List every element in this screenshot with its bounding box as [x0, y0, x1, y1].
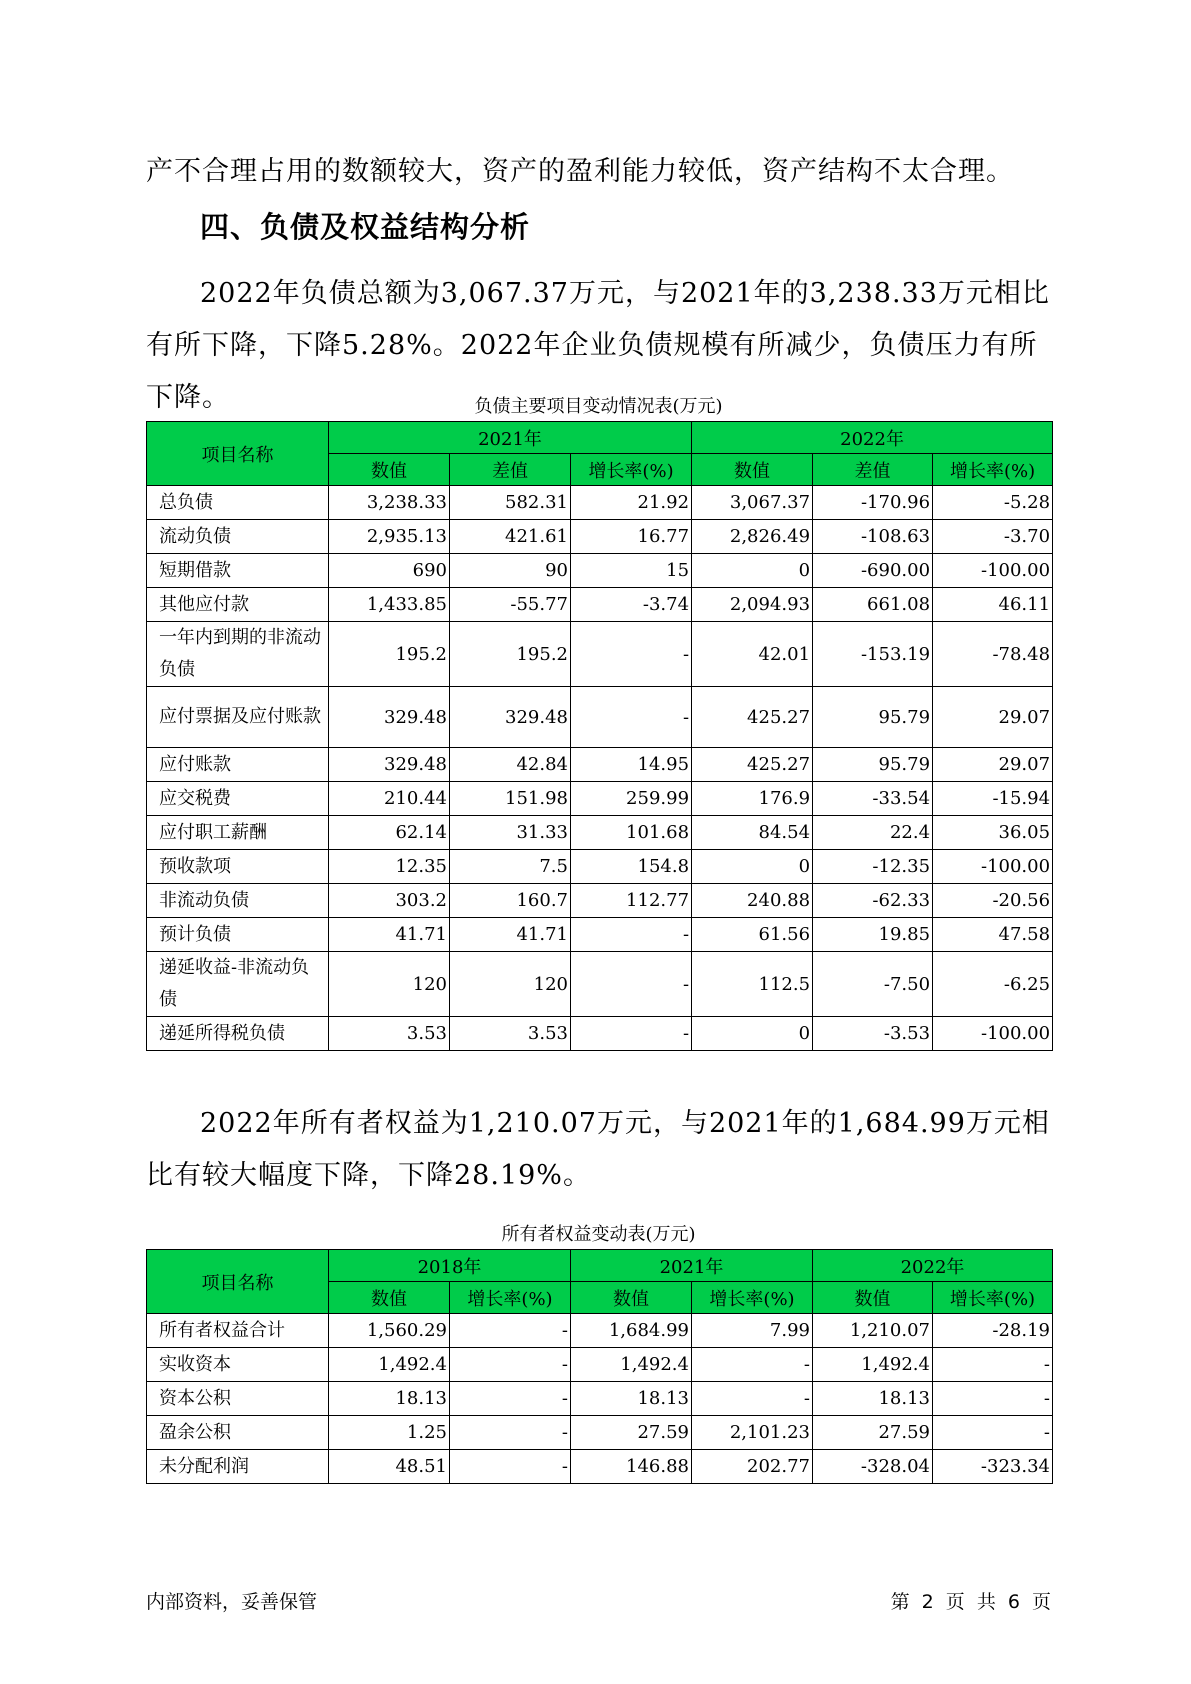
column-subheader: 数值	[692, 454, 813, 486]
row-label: 预收款项	[147, 850, 329, 884]
table-row	[147, 486, 1053, 520]
table-cell: -	[450, 1314, 571, 1348]
liability-table-caption: 负债主要项目变动情况表(万元)	[474, 396, 723, 417]
table-cell: -3.53	[813, 1017, 933, 1051]
table-cell: 18.13	[813, 1382, 933, 1416]
table-cell: 1,560.29	[329, 1314, 450, 1348]
table-cell: 36.05	[933, 816, 1053, 850]
liability-header-name: 项目名称	[147, 422, 329, 486]
row-label: 递延收益-非流动负债	[147, 952, 329, 1017]
equity-header-year: 2022年	[813, 1250, 1053, 1282]
table-cell: 15	[571, 554, 692, 588]
table-cell: -	[571, 687, 692, 748]
column-subheader: 数值	[813, 1282, 933, 1314]
table-cell: 0	[692, 1017, 813, 1051]
table-cell: -	[450, 1348, 571, 1382]
equity-header-year: 2021年	[571, 1250, 813, 1282]
table-cell: 1,492.4	[571, 1348, 692, 1382]
column-subheader: 差值	[450, 454, 571, 486]
table-cell: 95.79	[813, 687, 933, 748]
footer-confidential-note: 内部资料，妥善保管	[146, 1591, 318, 1613]
table-cell: 195.2	[450, 622, 571, 687]
row-label: 资本公积	[147, 1382, 329, 1416]
table-row	[147, 748, 1053, 782]
table-cell: -20.56	[933, 884, 1053, 918]
equity-table	[146, 1249, 1053, 1484]
table-row	[147, 816, 1053, 850]
table-cell: 146.88	[571, 1450, 692, 1484]
row-label: 其他应付款	[147, 588, 329, 622]
table-cell: -	[933, 1348, 1053, 1382]
table-cell: 2,101.23	[692, 1416, 813, 1450]
table-cell: 19.85	[813, 918, 933, 952]
table-cell: 240.88	[692, 884, 813, 918]
table-cell: 421.61	[450, 520, 571, 554]
table-cell: -15.94	[933, 782, 1053, 816]
row-label: 短期借款	[147, 554, 329, 588]
table-cell: -3.74	[571, 588, 692, 622]
table-row	[147, 884, 1053, 918]
table-row	[147, 1382, 1053, 1416]
table-cell: -	[450, 1450, 571, 1484]
table-cell: 329.48	[329, 748, 450, 782]
table-row	[147, 554, 1053, 588]
table-cell: 120	[450, 952, 571, 1017]
row-label: 递延所得税负债	[147, 1017, 329, 1051]
table-cell: 95.79	[813, 748, 933, 782]
table-cell: 661.08	[813, 588, 933, 622]
table-cell: -6.25	[933, 952, 1053, 1017]
table-cell: -170.96	[813, 486, 933, 520]
table-cell: 61.56	[692, 918, 813, 952]
table-cell: 160.7	[450, 884, 571, 918]
table-cell: 27.59	[571, 1416, 692, 1450]
table-cell: 41.71	[329, 918, 450, 952]
table-cell: 12.35	[329, 850, 450, 884]
table-cell: -	[450, 1382, 571, 1416]
table-row	[147, 952, 1053, 1017]
table-cell: 16.77	[571, 520, 692, 554]
table-cell: -100.00	[933, 850, 1053, 884]
row-label: 非流动负债	[147, 884, 329, 918]
table-cell: 0	[692, 850, 813, 884]
table-cell: 48.51	[329, 1450, 450, 1484]
column-subheader: 增长率(%)	[450, 1282, 571, 1314]
table-row	[147, 588, 1053, 622]
table-cell: -12.35	[813, 850, 933, 884]
row-label: 应交税费	[147, 782, 329, 816]
table-cell: -153.19	[813, 622, 933, 687]
column-subheader: 增长率(%)	[571, 454, 692, 486]
table-cell: -55.77	[450, 588, 571, 622]
liability-header-year: 2021年	[329, 422, 692, 454]
table-cell: -	[450, 1416, 571, 1450]
table-cell: 7.99	[692, 1314, 813, 1348]
table-cell: 259.99	[571, 782, 692, 816]
table-cell: -108.63	[813, 520, 933, 554]
table-cell: -100.00	[933, 1017, 1053, 1051]
table-cell: 210.44	[329, 782, 450, 816]
equity-table-caption: 所有者权益变动表(万元)	[501, 1224, 696, 1245]
row-label: 所有者权益合计	[147, 1314, 329, 1348]
table-cell: -	[571, 918, 692, 952]
table-cell: 3,067.37	[692, 486, 813, 520]
table-cell: 151.98	[450, 782, 571, 816]
table-cell: -323.34	[933, 1450, 1053, 1484]
table-row	[147, 1416, 1053, 1450]
table-row	[147, 687, 1053, 748]
column-subheader: 数值	[329, 454, 450, 486]
table-row	[147, 850, 1053, 884]
liability-header-year: 2022年	[692, 422, 1053, 454]
table-cell: -	[933, 1416, 1053, 1450]
table-cell: -	[571, 622, 692, 687]
table-cell: 42.01	[692, 622, 813, 687]
table-cell: 582.31	[450, 486, 571, 520]
table-cell: 112.5	[692, 952, 813, 1017]
table-cell: 0	[692, 554, 813, 588]
row-label: 应付职工薪酬	[147, 816, 329, 850]
table-cell: 2,826.49	[692, 520, 813, 554]
table-cell: 1.25	[329, 1416, 450, 1450]
table-cell: 425.27	[692, 748, 813, 782]
table-cell: 1,433.85	[329, 588, 450, 622]
table-cell: 29.07	[933, 748, 1053, 782]
table-row	[147, 782, 1053, 816]
equity-header-year: 2018年	[329, 1250, 571, 1282]
table-cell: 329.48	[450, 687, 571, 748]
table-cell: 2,094.93	[692, 588, 813, 622]
table-row	[147, 1450, 1053, 1484]
table-cell: 18.13	[571, 1382, 692, 1416]
row-label: 预计负债	[147, 918, 329, 952]
column-subheader: 数值	[329, 1282, 450, 1314]
table-row	[147, 1314, 1053, 1348]
row-label: 总负债	[147, 486, 329, 520]
table-cell: -78.48	[933, 622, 1053, 687]
table-cell: -3.70	[933, 520, 1053, 554]
table-cell: -5.28	[933, 486, 1053, 520]
table-cell: 154.8	[571, 850, 692, 884]
table-cell: -7.50	[813, 952, 933, 1017]
table-cell: 1,492.4	[329, 1348, 450, 1382]
table-cell: 329.48	[329, 687, 450, 748]
table-cell: 690	[329, 554, 450, 588]
table-cell: 46.11	[933, 588, 1053, 622]
intro-line: 产不合理占用的数额较大，资产的盈利能力较低，资产结构不太合理。	[146, 156, 1014, 187]
liability-paragraph: 2022年负债总额为3,067.37万元，与2021年的3,238.33万元相比有所下降，下降5.28%。2022年企业负债规模有所减少，负债压力有所下降。	[146, 278, 1050, 413]
equity-paragraph: 2022年所有者权益为1,210.07万元，与2021年的1,684.99万元相比有较大幅度下降，下降28.19%。	[146, 1108, 1050, 1191]
column-subheader: 差值	[813, 454, 933, 486]
table-cell: 47.58	[933, 918, 1053, 952]
table-cell: -28.19	[933, 1314, 1053, 1348]
table-cell: 1,684.99	[571, 1314, 692, 1348]
table-cell: 1,210.07	[813, 1314, 933, 1348]
table-cell: 41.71	[450, 918, 571, 952]
table-cell: 303.2	[329, 884, 450, 918]
row-label: 未分配利润	[147, 1450, 329, 1484]
column-subheader: 数值	[571, 1282, 692, 1314]
table-cell: -328.04	[813, 1450, 933, 1484]
table-cell: 2,935.13	[329, 520, 450, 554]
table-cell: 3,238.33	[329, 486, 450, 520]
row-label: 实收资本	[147, 1348, 329, 1382]
table-cell: -	[571, 952, 692, 1017]
table-cell: 112.77	[571, 884, 692, 918]
table-row	[147, 1348, 1053, 1382]
table-cell: 31.33	[450, 816, 571, 850]
table-cell: 42.84	[450, 748, 571, 782]
table-cell: 101.68	[571, 816, 692, 850]
table-cell: 84.54	[692, 816, 813, 850]
table-cell: 425.27	[692, 687, 813, 748]
table-cell: 1,492.4	[813, 1348, 933, 1382]
table-cell: 21.92	[571, 486, 692, 520]
table-cell: 176.9	[692, 782, 813, 816]
table-cell: 195.2	[329, 622, 450, 687]
section-heading: 四、负债及权益结构分析	[200, 210, 531, 244]
table-cell: 202.77	[692, 1450, 813, 1484]
table-cell: -	[692, 1348, 813, 1382]
table-row	[147, 1017, 1053, 1051]
row-label: 应付票据及应付账款	[147, 687, 329, 748]
table-row	[147, 622, 1053, 687]
row-label: 应付账款	[147, 748, 329, 782]
footer-page-number: 第 2 页 共 6 页	[890, 1591, 1051, 1613]
table-cell: 22.4	[813, 816, 933, 850]
equity-header-name: 项目名称	[147, 1250, 329, 1314]
table-cell: -	[571, 1017, 692, 1051]
table-cell: 90	[450, 554, 571, 588]
table-cell: -	[933, 1382, 1053, 1416]
column-subheader: 增长率(%)	[933, 1282, 1053, 1314]
table-row	[147, 918, 1053, 952]
table-cell: -	[692, 1382, 813, 1416]
table-cell: 62.14	[329, 816, 450, 850]
table-cell: -33.54	[813, 782, 933, 816]
table-cell: -690.00	[813, 554, 933, 588]
liability-table	[146, 421, 1053, 1051]
row-label: 流动负债	[147, 520, 329, 554]
table-cell: 7.5	[450, 850, 571, 884]
table-cell: -100.00	[933, 554, 1053, 588]
table-row	[147, 520, 1053, 554]
table-cell: 3.53	[329, 1017, 450, 1051]
table-cell: 29.07	[933, 687, 1053, 748]
table-cell: 27.59	[813, 1416, 933, 1450]
table-cell: 3.53	[450, 1017, 571, 1051]
table-cell: 14.95	[571, 748, 692, 782]
column-subheader: 增长率(%)	[933, 454, 1053, 486]
table-cell: 18.13	[329, 1382, 450, 1416]
table-cell: -62.33	[813, 884, 933, 918]
row-label: 一年内到期的非流动负债	[147, 622, 329, 687]
column-subheader: 增长率(%)	[692, 1282, 813, 1314]
row-label: 盈余公积	[147, 1416, 329, 1450]
table-cell: 120	[329, 952, 450, 1017]
